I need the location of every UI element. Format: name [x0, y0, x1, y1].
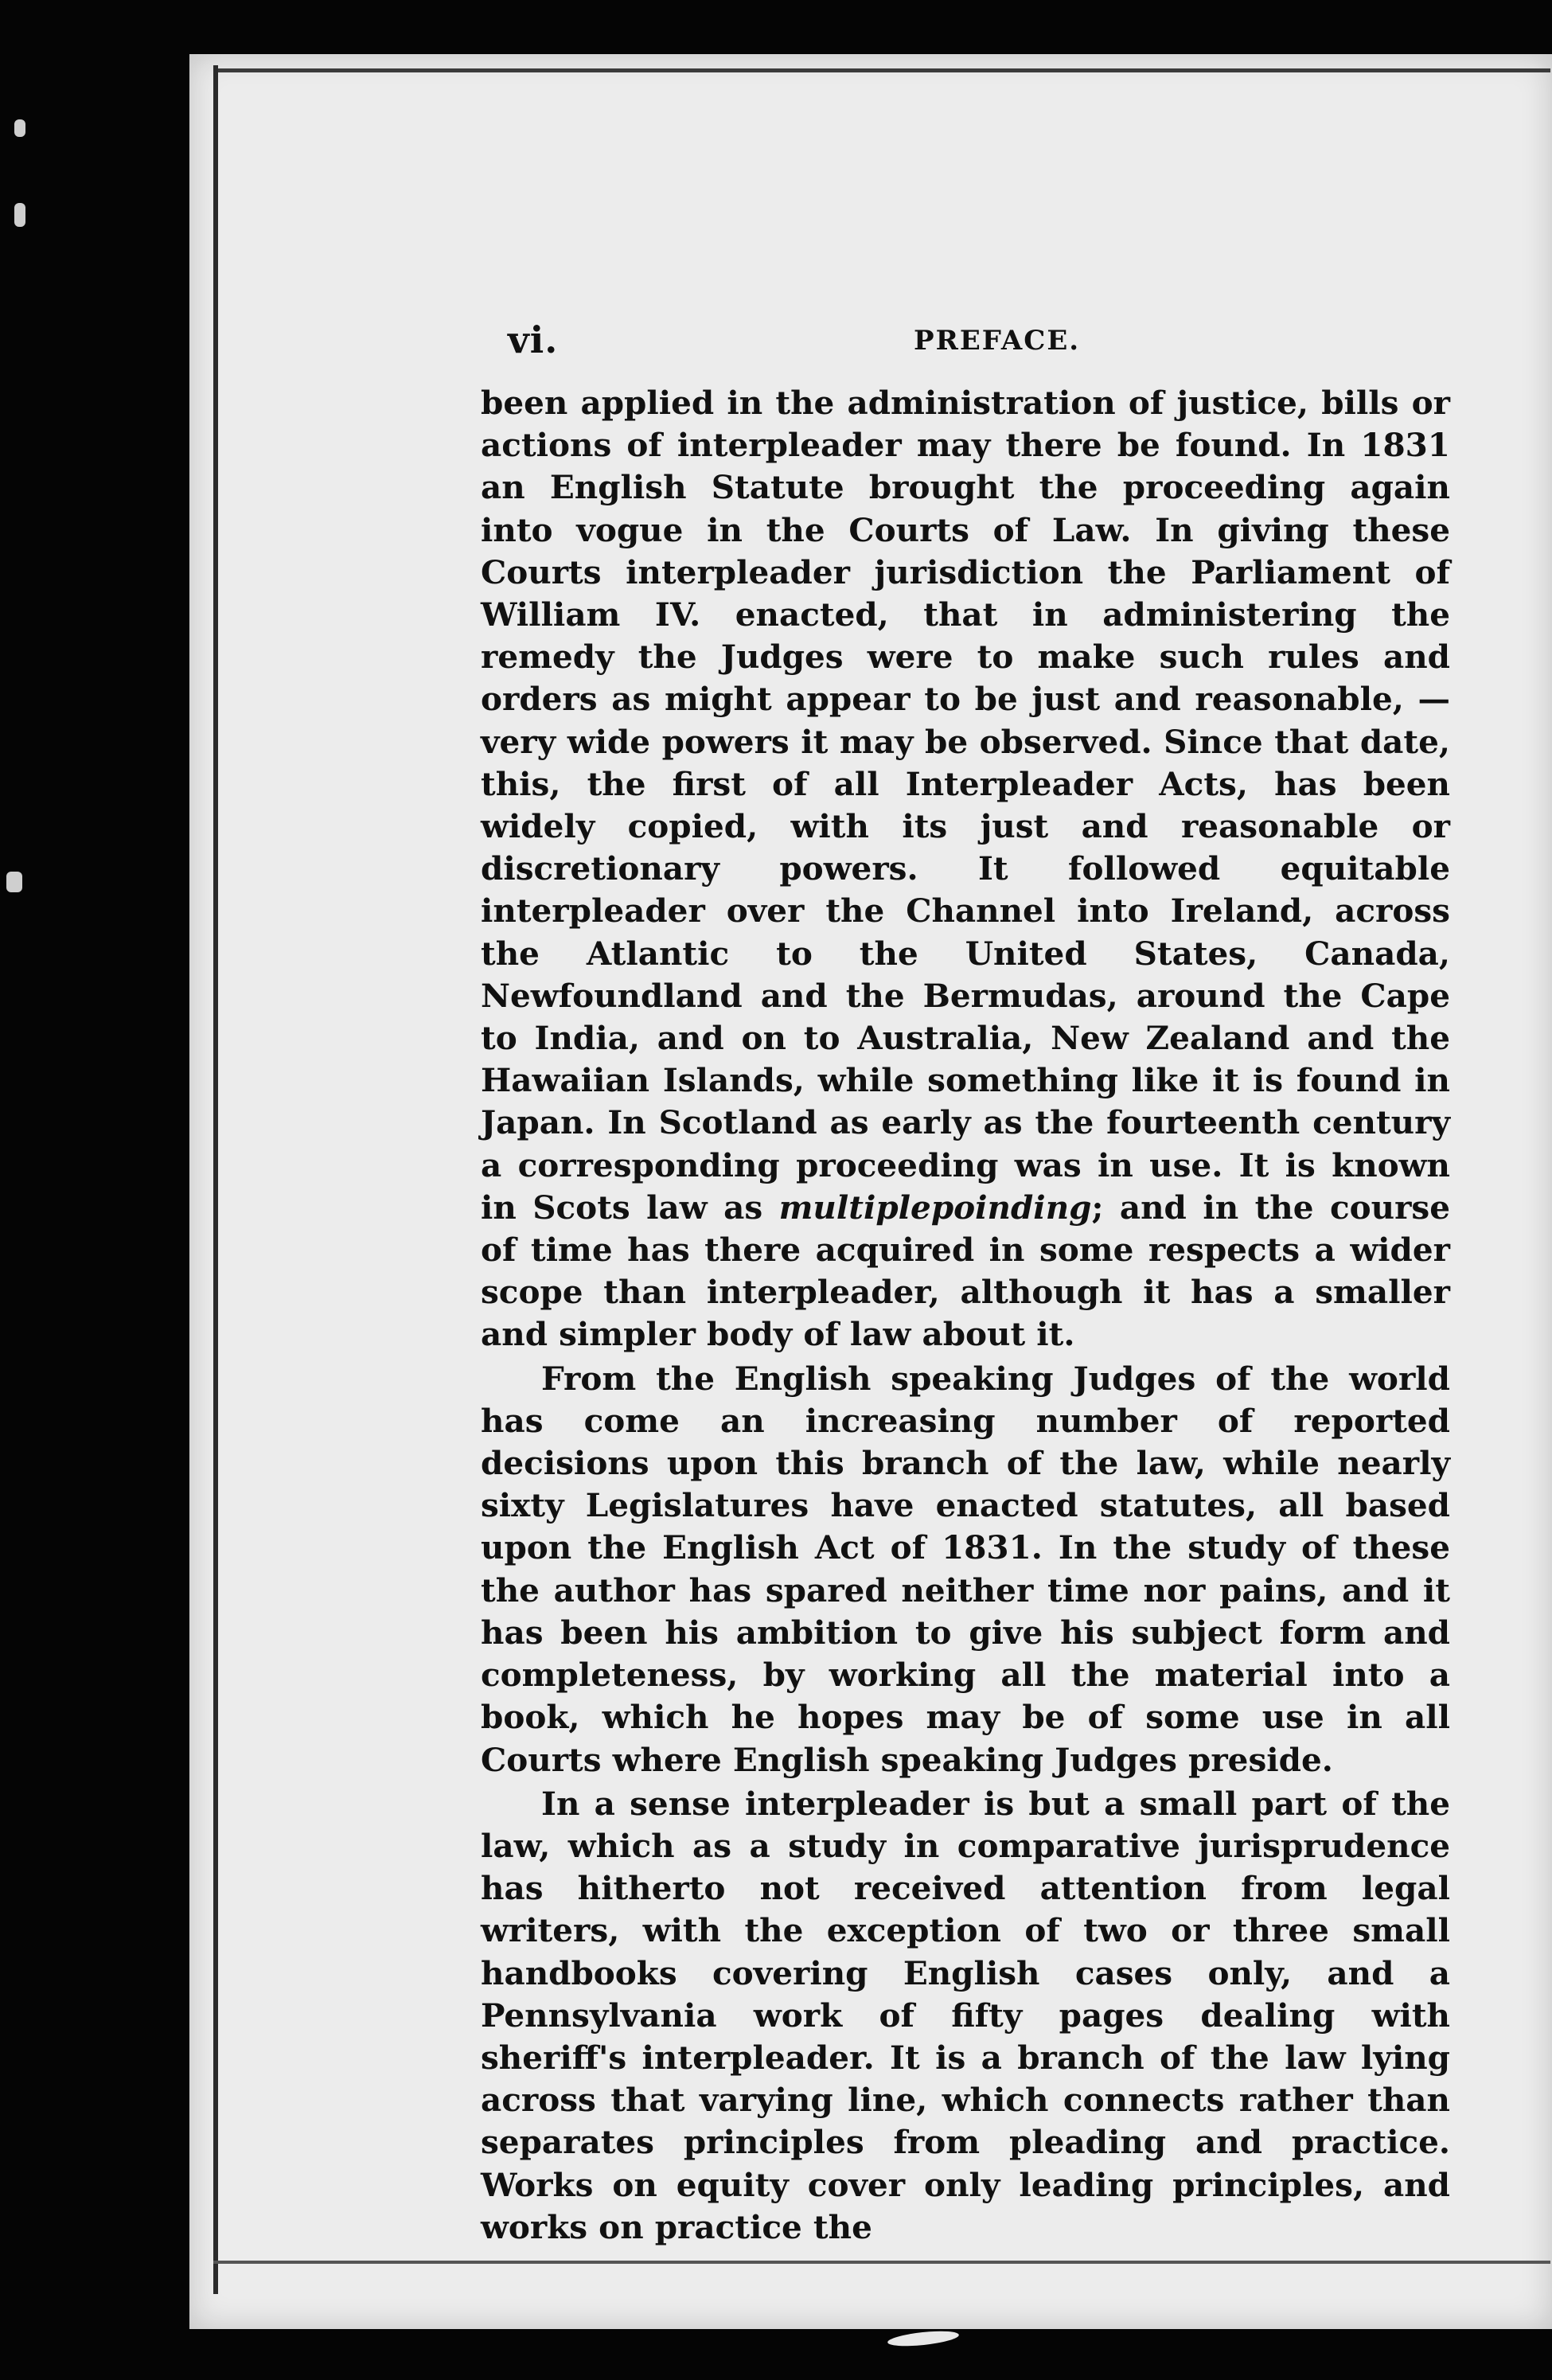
- paragraph-2: From the English speaking Judges of the world has come an increasing number of reported decisions upon this branch of the law, while nearly sixty Legislatures have enacted statutes, all based upon the English Act of 1831. In the study of these the author has spared neither time nor pains, and it has been his ambition to give his subject form and completeness, by working all the material into a book, which he hopes may be of some use in all Courts where English speaking Judges preside.: [481, 1359, 1450, 1779]
- page-left-edge: [213, 65, 218, 2294]
- body-text: [481, 382, 1450, 2249]
- paragraph-1-text: been applied in the administration of justice, bills or actions of interpleader may there be found. In 1831 an English Statute brought the proceeding again into vogue in the Courts of Law. In giving these Courts interpleader jurisdiction the Parliament of William IV. enacted, that in administering the remedy the Judges were to make such rules and orders as might appear to be just and reasonable, —very wide powers it may be observed. Since that date, this, the first of all Interpleader Acts, has been widely copied, with its just and reasonable or discretionary powers. It followed equitable interpleader over the Channel into Ireland, across the Atlantic to the United States, Canada, Newfoundland and the Bermudas, around the Cape to India, and on to Australia, New Zealand and the Hawaiian Islands, while something like it is found in Japan. In Scotland as early as the fourteenth century a corresponding proceeding was in use. It is known in Scots law as: [481, 384, 1450, 1227]
- running-head: PREFACE.: [914, 325, 1081, 357]
- page-number: vi.: [508, 318, 559, 361]
- scan-edge-mark: [14, 119, 25, 137]
- paragraph-3: In a sense interpleader is but a small part of the law, which as a study in comparative jurisprudence has hitherto not received attention from legal writers, with the exception of two or three small handbooks covering English cases only, and a Pennsylvania work of fifty pages dealing with sheriff's interpleader. It is a branch of the law lying across that varying line, which connects rather than separates principles from pleading and practice. Works on equity cover only leading principles, and works on practice the: [481, 1784, 1450, 2246]
- page-bottom-edge: [213, 2261, 1550, 2264]
- scan-edge-mark: [14, 203, 25, 227]
- paragraph-1-text-end: ; and in the course of time has there acquired in some respects a wider scope than interpleader, although it has a smaller and simpler body of law about it.: [481, 1188, 1450, 1354]
- page-top-edge: [213, 68, 1550, 72]
- page-header: [508, 318, 1447, 366]
- scan-edge-mark: [6, 872, 22, 892]
- paragraph-1: [481, 382, 1450, 1356]
- italic-term: multiplepoinding: [778, 1188, 1092, 1227]
